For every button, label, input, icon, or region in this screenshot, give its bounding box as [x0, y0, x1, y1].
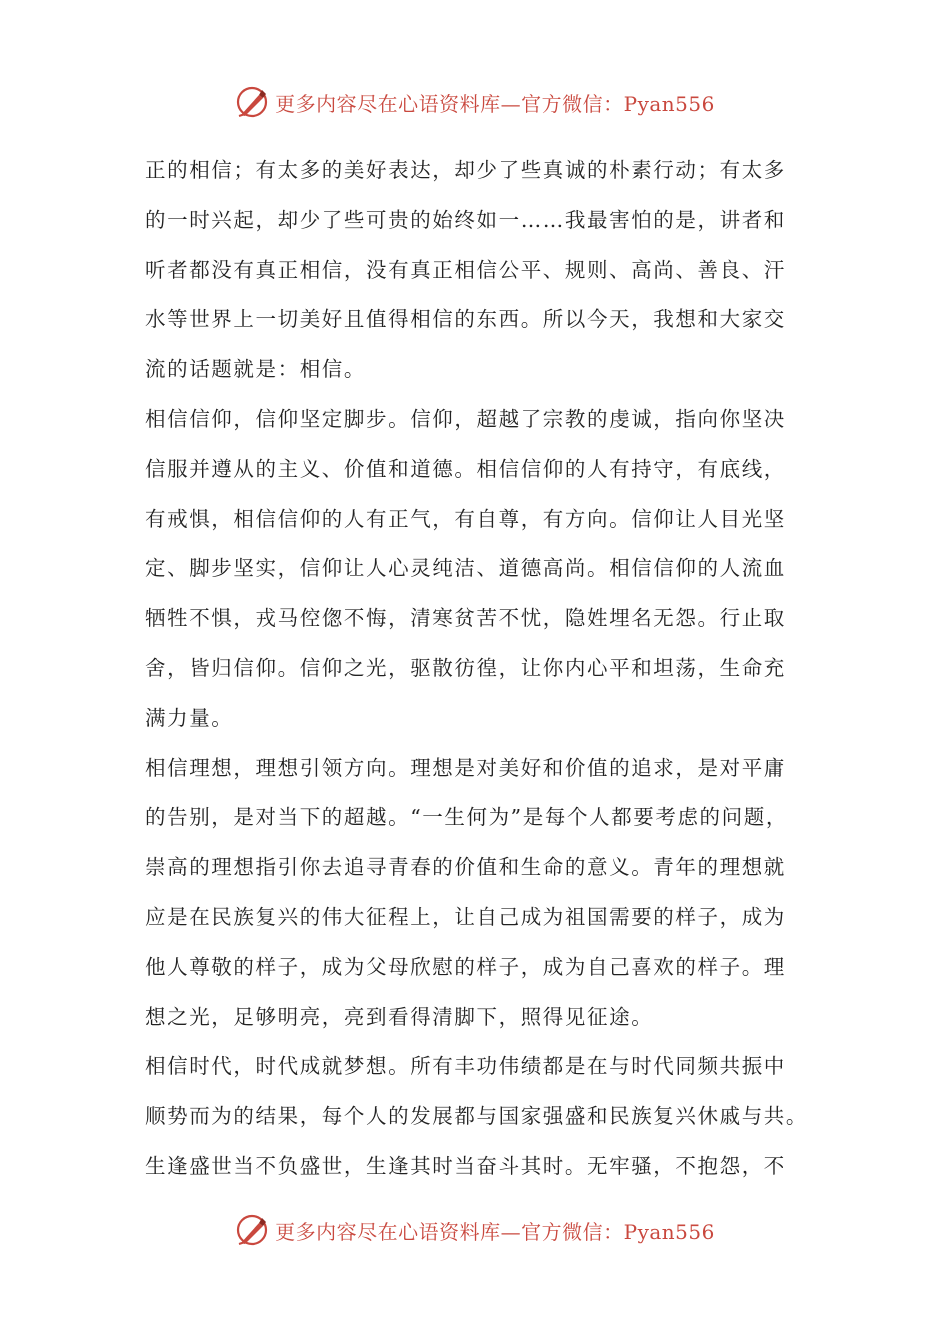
body-text	[145, 146, 825, 1192]
text-line: 想之光，足够明亮，亮到看得清脚下，照得见征途。	[145, 1004, 654, 1029]
text-line: 相信理想，理想引领方向。理想是对美好和价值的追求，是对平庸	[145, 755, 786, 780]
text-line: 应是在民族复兴的伟大征程上，让自己成为祖国需要的样子，成为	[145, 904, 786, 929]
text-line: 信服并遵从的主义、价值和道德。相信信仰的人有持守，有底线，	[145, 456, 786, 481]
footer-banner[interactable]	[0, 1210, 950, 1250]
header-banner-text: 更多内容尽在心语资料库—官方微信：Pyan556	[275, 91, 715, 116]
text-line: 有戒惧，相信信仰的人有正气，有自尊，有方向。信仰让人目光坚	[145, 506, 786, 531]
text-line: 他人尊敬的样子，成为父母欣慰的样子，成为自己喜欢的样子。理	[145, 954, 786, 979]
pen-logo-icon	[235, 1213, 269, 1247]
text-line: 听者都没有真正相信，没有真正相信公平、规则、高尚、善良、汗	[145, 257, 786, 282]
text-line: 顺势而为的结果，每个人的发展都与国家强盛和民族复兴休戚与共。	[145, 1104, 808, 1129]
text-line: 牺牲不惧，戎马倥偬不悔，清寒贫苦不忧，隐姓埋名无怨。行止取	[145, 606, 786, 631]
text-line: 定、脚步坚实，信仰让人心灵纯洁、道德高尚。相信信仰的人流血	[145, 556, 786, 581]
text-line: 水等世界上一切美好且值得相信的东西。所以今天，我想和大家交	[145, 307, 786, 332]
text-line: 流的话题就是：相信。	[145, 357, 366, 382]
footer-banner-text: 更多内容尽在心语资料库—官方微信：Pyan556	[275, 1219, 715, 1244]
text-line: 正的相信；有太多的美好表达，却少了些真诚的朴素行动；有太多	[145, 158, 786, 182]
pen-logo-icon	[235, 85, 269, 119]
text-line: 满力量。	[145, 705, 234, 730]
text-line: 的一时兴起，却少了些可贵的始终如一……我最害怕的是，讲者和	[145, 207, 786, 232]
text-line: 相信时代，时代成就梦想。所有丰功伟绩都是在与时代同频共振中	[145, 1054, 786, 1079]
text-line: 舍，皆归信仰。信仰之光，驱散彷徨，让你内心平和坦荡，生命充	[145, 655, 786, 680]
header-banner[interactable]	[0, 82, 950, 122]
text-line: 相信信仰，信仰坚定脚步。信仰，超越了宗教的虔诚，指向你坚决	[145, 406, 786, 431]
text-line: 的告别，是对当下的超越。“一生何为”是每个人都要考虑的问题，	[145, 805, 788, 830]
text-line: 崇高的理想指引你去追寻青春的价值和生命的意义。青年的理想就	[145, 855, 786, 880]
text-line: 生逢盛世当不负盛世，生逢其时当奋斗其时。无牢骚，不抱怨，不	[145, 1153, 786, 1178]
